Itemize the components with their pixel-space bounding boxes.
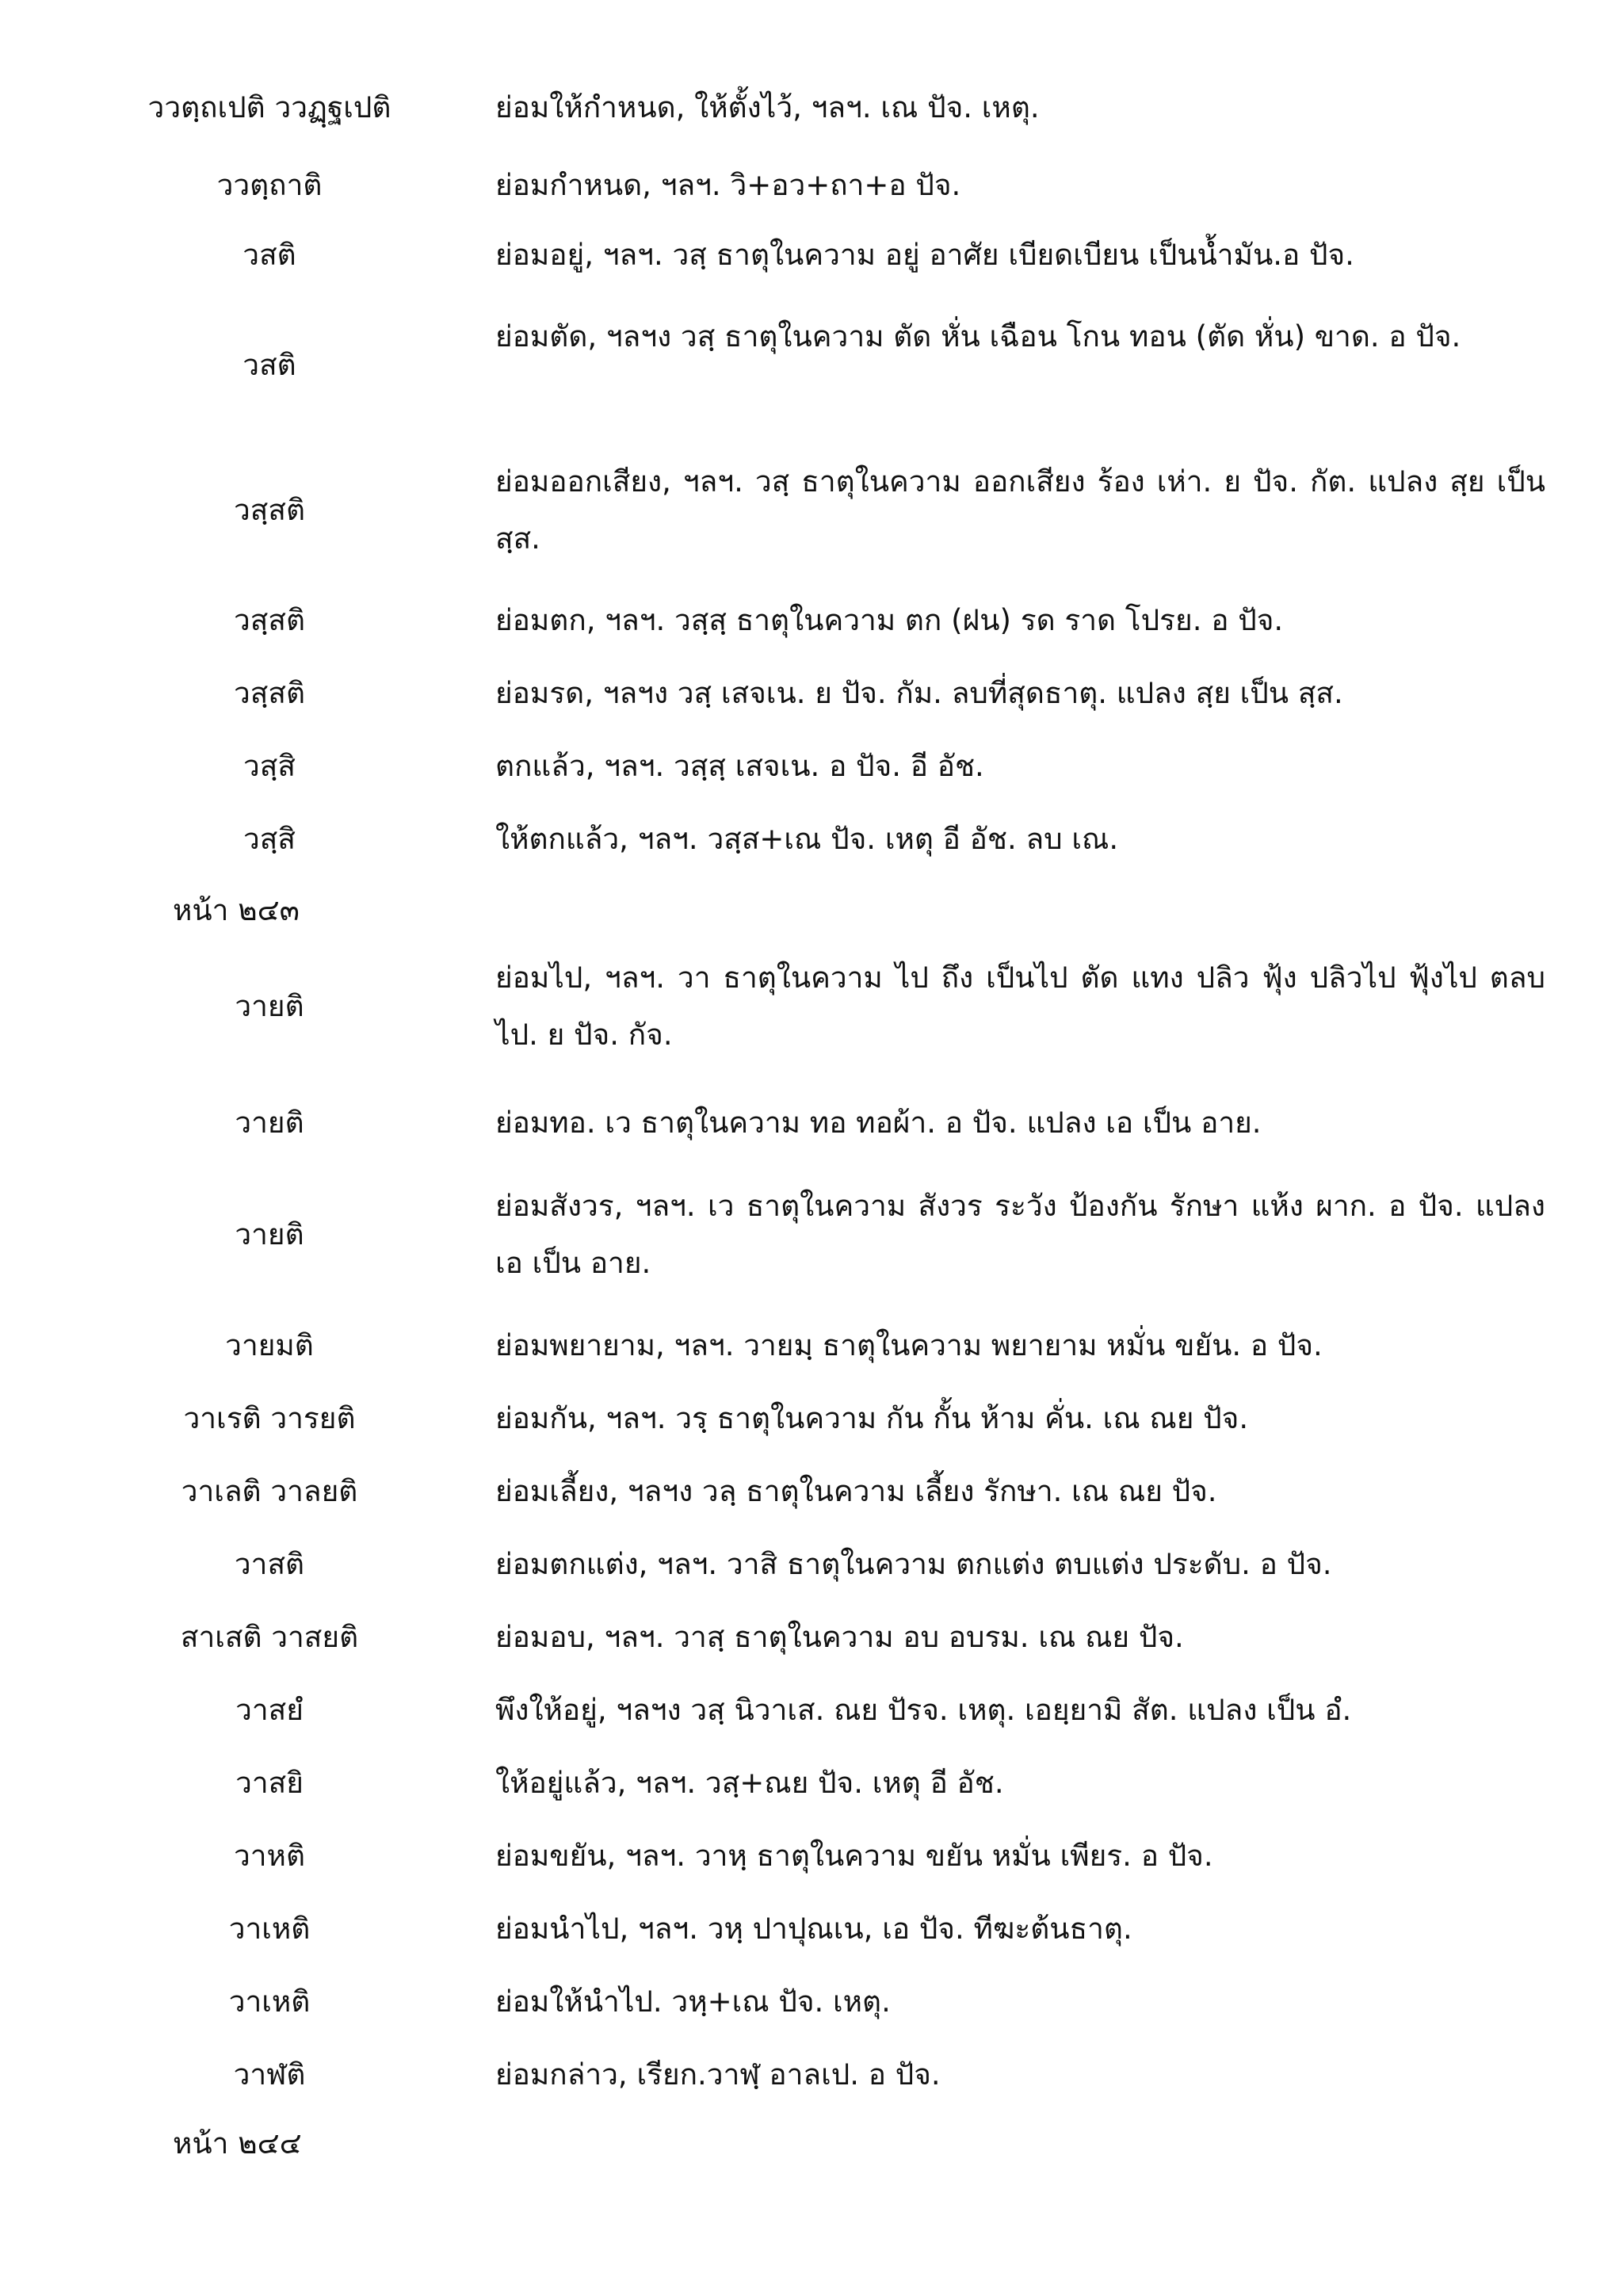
page-number-marker: หน้า ๒๔๓ bbox=[173, 893, 300, 927]
entry-definition: ย่อมให้นำไป. วหฺ+เณ ปัจ. เหตุ. bbox=[495, 1985, 891, 2019]
entry-definition: ย่อมพยายาม, ฯลฯ. วายมฺ ธาตุในความ พยายาม หมั่น ขยัน. อ ปัจ. bbox=[495, 1328, 1323, 1362]
entry-term: วสติ bbox=[242, 348, 296, 382]
entry-term: วสฺสิ bbox=[243, 749, 296, 783]
entry-term: วสฺสติ bbox=[234, 676, 305, 710]
entry-definition: ให้อยู่แล้ว, ฯลฯ. วสฺ+ณย ปัจ. เหตุ อี อัช. bbox=[495, 1766, 1004, 1800]
entry-term: สาเสติ วาสยติ bbox=[180, 1620, 359, 1654]
entry-definition: ย่อมกำหนด, ฯลฯ. วิ+อว+ถา+อ ปัจ. bbox=[495, 168, 961, 202]
entry-term: วสฺสติ bbox=[234, 603, 305, 637]
entry-term: วายติ bbox=[235, 1217, 304, 1251]
entry-definition: ย่อมรด, ฯลฯง วสฺ เสจเน. ย ปัจ. กัม. ลบที่สุดธาตุ. แปลง สฺย เป็น สฺส. bbox=[495, 676, 1343, 710]
entry-term: วสติ bbox=[242, 238, 296, 272]
entry-definition: ย่อมไป, ฯลฯ. วา ธาตุในความ ไป ถึง เป็นไป ตัด แทง ปลิว ฟุ้ง ปลิวไป ฟุ้งไป ตลบไป. ย ปัจ. กัจ. bbox=[495, 961, 1545, 1052]
entry-term: วาเหติ bbox=[228, 1985, 311, 2019]
entry-definition: ให้ตกแล้ว, ฯลฯ. วสฺส+เณ ปัจ. เหตุ อี อัช. ลบ เณ. bbox=[495, 822, 1119, 856]
entry-definition: ย่อมตัด, ฯลฯง วสฺ ธาตุในความ ตัด หั่น เฉือน โกน ทอน (ตัด หั่น) ขาด. อ ปัจ. bbox=[495, 319, 1461, 353]
entry-definition: ย่อมกัน, ฯลฯ. วรฺ ธาตุในความ กัน กั้น ห้าม คั่น. เณ ณย ปัจ. bbox=[495, 1401, 1249, 1435]
entry-definition: ย่อมกล่าว, เรียก.วาฬฺ อาลเป. อ ปัจ. bbox=[495, 2057, 941, 2092]
entry-definition: ย่อมให้กำหนด, ให้ตั้งไว้, ฯลฯ. เณ ปัจ. เหตุ. bbox=[495, 90, 1040, 124]
entry-term: วาเหติ bbox=[228, 1912, 311, 1946]
entry-definition: ย่อมตกแต่ง, ฯลฯ. วาสิ ธาตุในความ ตกแต่ง ตบแต่ง ประดับ. อ ปัจ. bbox=[495, 1547, 1332, 1581]
page-number-marker: หน้า ๒๔๔ bbox=[173, 2126, 302, 2160]
entry-term: วายติ bbox=[235, 989, 304, 1023]
entry-term: วาหติ bbox=[234, 1839, 305, 1873]
entry-definition: ย่อมทอ. เว ธาตุในความ ทอ ทอผ้า. อ ปัจ. แปลง เอ เป็น อาย. bbox=[495, 1106, 1262, 1140]
entry-term: วายมติ bbox=[225, 1328, 314, 1362]
entry-term: ววตฺถาติ bbox=[216, 168, 323, 202]
entry-definition: ย่อมอยู่, ฯลฯ. วสฺ ธาตุในความ อยู่ อาศัย เบียดเบียน เป็นน้ำมัน.อ ปัจ. bbox=[495, 238, 1354, 272]
entry-term: วายติ bbox=[235, 1106, 304, 1140]
entry-term: วสฺสิ bbox=[243, 822, 296, 856]
entry-term: วาเลติ วาลยติ bbox=[181, 1474, 358, 1508]
entry-term: ววตฺถเปติ ววฏฺฐเปติ bbox=[147, 90, 391, 124]
entry-term: วสฺสติ bbox=[234, 493, 305, 527]
entry-definition: ย่อมอบ, ฯลฯ. วาสฺ ธาตุในความ อบ อบรม. เณ ณย ปัจ. bbox=[495, 1620, 1184, 1654]
entry-term: วาเรติ วารยติ bbox=[183, 1401, 356, 1435]
entry-term: วาฬติ bbox=[233, 2057, 306, 2092]
entry-definition: ตกแล้ว, ฯลฯ. วสฺสฺ เสจเน. อ ปัจ. อี อัช. bbox=[495, 749, 984, 783]
entry-definition: ย่อมตก, ฯลฯ. วสฺสฺ ธาตุในความ ตก (ฝน) รด ราด โปรย. อ ปัจ. bbox=[495, 603, 1284, 637]
entry-definition: ย่อมขยัน, ฯลฯ. วาหฺ ธาตุในความ ขยัน หมั่น เพียร. อ ปัจ. bbox=[495, 1839, 1213, 1873]
entry-definition: ย่อมออกเสียง, ฯลฯ. วสฺ ธาตุในความ ออกเสียง ร้อง เห่า. ย ปัจ. กัต. แปลง สฺย เป็น สฺส. bbox=[495, 464, 1545, 556]
entry-definition: ย่อมนำไป, ฯลฯ. วหฺ ปาปุณเน, เอ ปัจ. ทีฆะต้นธาตุ. bbox=[495, 1912, 1132, 1946]
entry-term: วาสยิ bbox=[235, 1766, 304, 1800]
entry-definition: ย่อมสังวร, ฯลฯ. เว ธาตุในความ สังวร ระวัง ป้องกัน รักษา แห้ง ผาก. อ ปัจ. แปลง เอ เป็น อาย. bbox=[495, 1189, 1545, 1280]
entry-term: วาสยํ bbox=[235, 1693, 304, 1727]
entry-definition: พึงให้อยู่, ฯลฯง วสฺ นิวาเส. ณย ปัรจ. เหตุ. เอยฺยามิ สัต. แปลง เป็น อํ. bbox=[495, 1693, 1352, 1727]
entry-definition: ย่อมเลี้ยง, ฯลฯง วลฺ ธาตุในความ เลี้ยง รักษา. เณ ณย ปัจ. bbox=[495, 1474, 1217, 1508]
entry-term: วาสติ bbox=[234, 1547, 305, 1581]
